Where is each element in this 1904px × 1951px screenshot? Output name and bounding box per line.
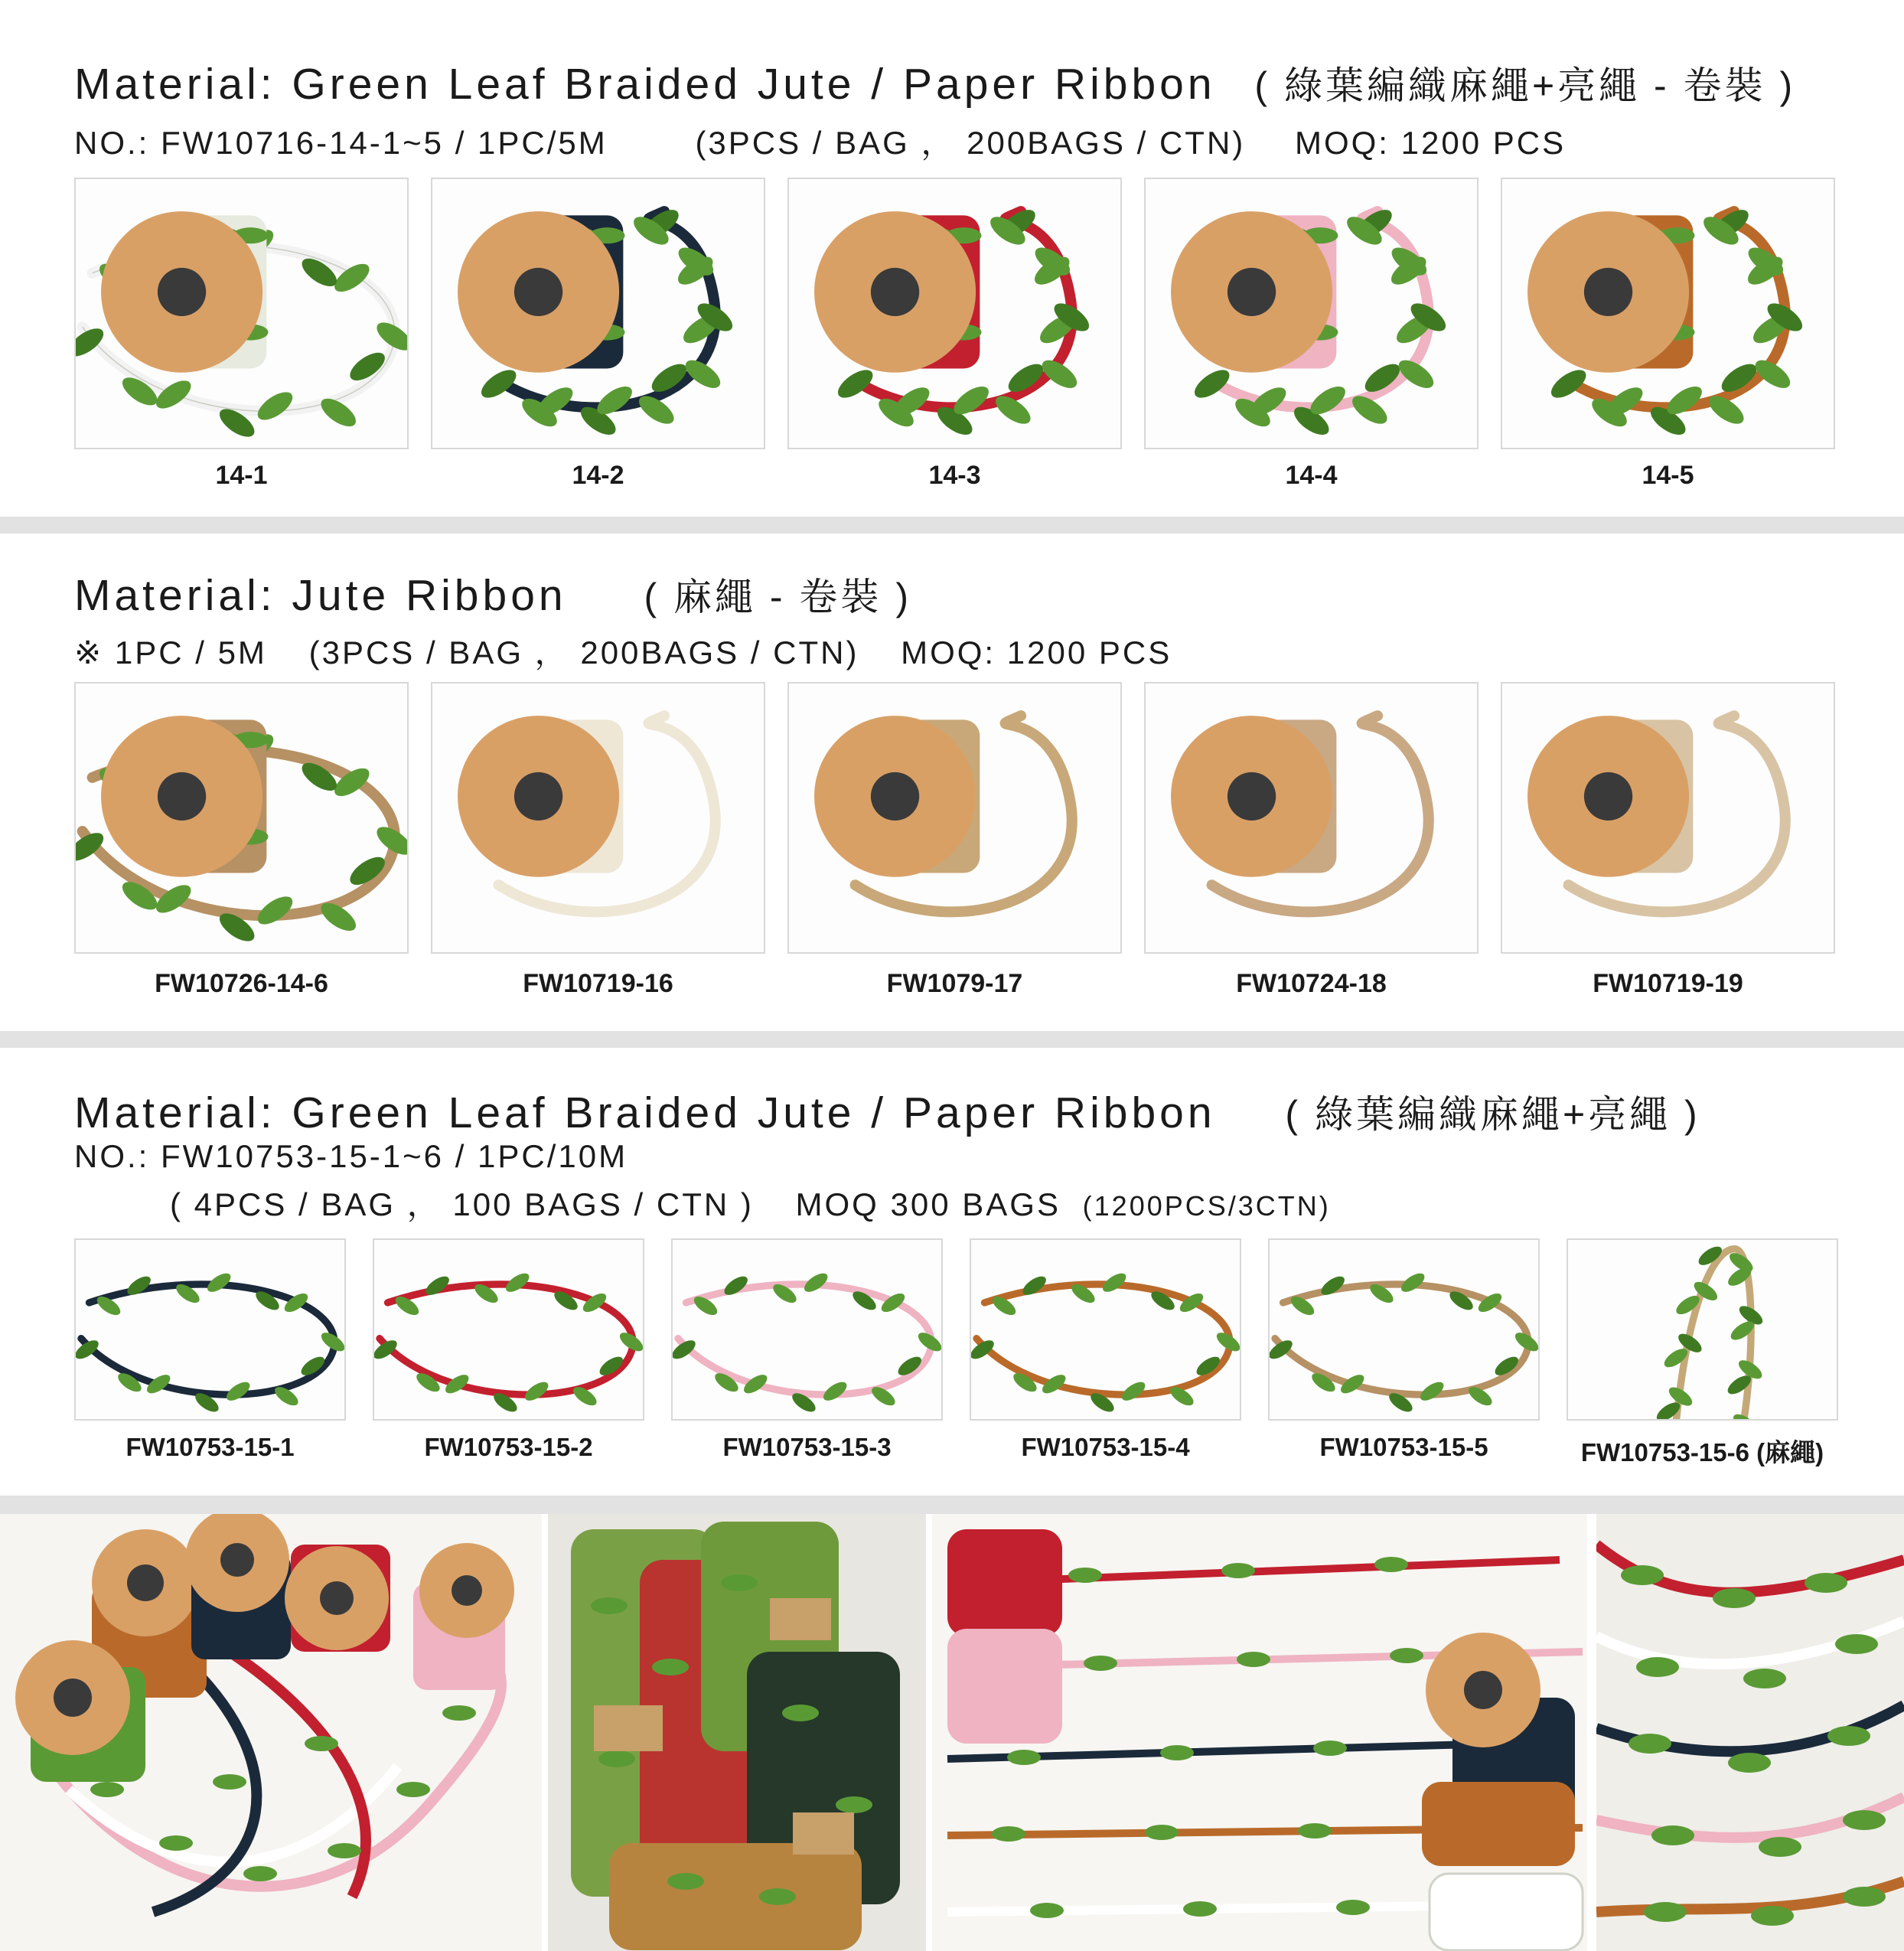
section3-moq-note: (1200PCS/3CTN): [1082, 1190, 1331, 1222]
product-image: [373, 1238, 644, 1421]
section-jute-ribbon: [0, 533, 1904, 1031]
product-code: FW10726-14-6: [155, 969, 328, 998]
product-image: [1144, 682, 1479, 954]
section3-moq: MOQ 300 BAGS: [795, 1186, 1061, 1222]
section3-packing: ( 4PCS / BAG ， 100 BAGS / CTN ): [170, 1186, 754, 1222]
product-code: 14-5: [1642, 461, 1694, 490]
section2-packing: (3PCS / BAG ， 200BAGS / CTN): [308, 635, 859, 670]
photo-bundled-ribbons: [548, 1514, 926, 1951]
section-green-leaf-bags: [0, 1048, 1904, 1496]
ribbon-illustration: [1270, 1240, 1538, 1419]
product-image: [74, 178, 409, 449]
product-code: FW10753-15-5: [1319, 1433, 1488, 1461]
ribbon-illustration: [1146, 684, 1477, 952]
product-image: [1501, 682, 1835, 954]
ribbon-illustration: [432, 684, 764, 952]
section-divider-2: [0, 1031, 1904, 1048]
section2-title: [74, 566, 911, 622]
ribbon-illustration: [1568, 1240, 1837, 1419]
section2-title-en: Material: Jute Ribbon: [74, 571, 567, 620]
product-code: 14-1: [215, 461, 268, 490]
section2-moq: MOQ: 1200 PCS: [901, 635, 1172, 670]
section1-title: [74, 55, 1795, 110]
product-image: [431, 178, 765, 449]
section3-title-en: Material: Green Leaf Braided Jute / Paper Ribbon: [74, 1088, 1216, 1137]
product-code: FW10753-15-3: [722, 1433, 892, 1461]
ribbon-illustration: [789, 684, 1120, 952]
section2-title-cn: ( 麻繩 - 卷裝 ): [644, 576, 911, 618]
product-code: FW10719-16: [523, 969, 673, 998]
product-code: FW10753-15-2: [424, 1433, 593, 1461]
product-image: [431, 682, 765, 954]
product-code: FW10753-15-6 (麻繩): [1580, 1438, 1824, 1467]
product-image: [1268, 1238, 1540, 1421]
product-image: [74, 682, 409, 954]
ribbon-illustration: [76, 179, 407, 448]
section3-title: [74, 1084, 1700, 1139]
ribbon-illustration: [1502, 684, 1834, 952]
product-image: [1144, 178, 1479, 449]
product-image: [787, 178, 1122, 449]
ribbon-illustration: [432, 179, 764, 448]
photo-ribbon-closeup: [1596, 1514, 1904, 1951]
section1-packing: (3PCS / BAG ， 200BAGS / CTN): [695, 125, 1246, 161]
product-code: FW1079-17: [886, 969, 1023, 998]
product-image: [74, 1238, 346, 1421]
product-image: [671, 1238, 943, 1421]
product-image: [1501, 178, 1835, 449]
ribbon-illustration: [971, 1240, 1240, 1419]
product-image: [970, 1238, 1241, 1421]
section-divider-1: [0, 517, 1904, 533]
product-code: 14-2: [572, 461, 624, 490]
section1-title-cn: ( 綠葉編織麻繩+亮繩 - 卷裝 ): [1254, 64, 1796, 107]
section3-spec-line: [170, 1179, 1331, 1225]
product-code: FW10753-15-4: [1021, 1433, 1190, 1461]
section-green-leaf-rolls: [0, 0, 1904, 517]
ribbon-illustration: [789, 179, 1120, 448]
section1-spec-line: [74, 118, 1566, 164]
photo-assorted-spools: [0, 1514, 542, 1951]
ribbon-illustration: [76, 1240, 344, 1419]
product-image: [787, 682, 1122, 954]
ribbon-illustration: [673, 1240, 941, 1419]
product-image: [1567, 1238, 1838, 1421]
ribbon-illustration: [1502, 179, 1834, 448]
product-code: FW10719-19: [1593, 969, 1743, 998]
section2-spec-line: [74, 628, 1172, 674]
product-code: 14-4: [1285, 461, 1338, 490]
section-divider-3: [0, 1496, 1904, 1514]
product-code: 14-3: [928, 461, 981, 490]
section1-item-number: NO.: FW10716-14-1~5 / 1PC/5M: [74, 125, 608, 161]
ribbon-illustration: [1146, 179, 1477, 448]
ribbon-illustration: [374, 1240, 643, 1419]
ribbon-illustration: [76, 684, 407, 952]
product-code: FW10753-15-1: [126, 1433, 295, 1461]
section3-title-cn: ( 綠葉編織麻繩+亮繩 ): [1285, 1093, 1700, 1136]
section1-moq: MOQ: 1200 PCS: [1294, 125, 1567, 161]
section2-length: ※ 1PC / 5M: [74, 635, 267, 670]
product-code: FW10724-18: [1236, 969, 1387, 998]
section3-item-number: NO.: FW10753-15-1~6 / 1PC/10M: [74, 1138, 628, 1174]
photo-ribbons-laid-out: [932, 1514, 1587, 1951]
section1-title-en: Material: Green Leaf Braided Jute / Paper Ribbon: [74, 60, 1216, 109]
